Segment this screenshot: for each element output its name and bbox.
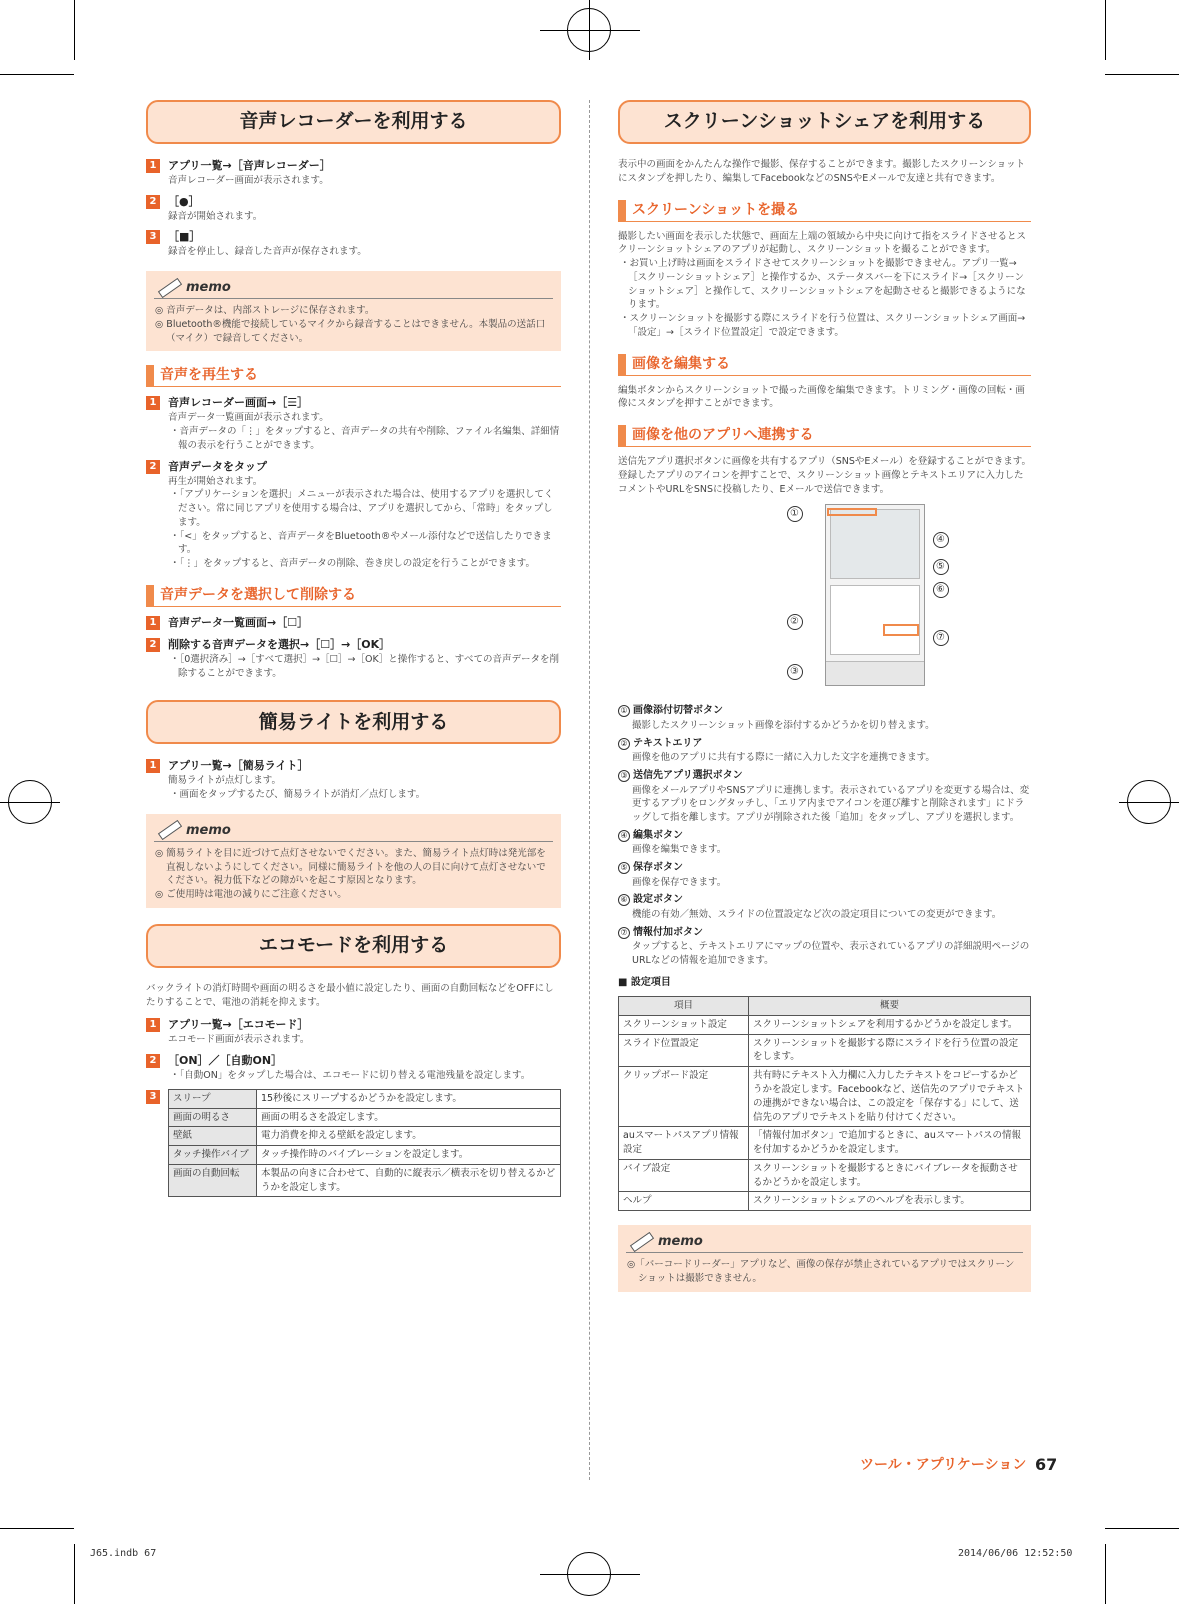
subsection-heading: 音声データを選択して削除する <box>146 585 561 607</box>
legend-title <box>618 926 1031 941</box>
settings-table <box>618 996 1031 1211</box>
step-desc: 音声データ一覧画面が表示されます。 <box>168 412 329 424</box>
paragraph: 編集ボタンからスクリーンショットで撮った画像を編集できます。トリミング・画像の回転・画像にスタンプを押すことができます。 <box>618 384 1025 410</box>
subsection-heading: スクリーンショットを撮る <box>618 200 1031 222</box>
crop-mark <box>0 802 60 803</box>
crop-mark <box>1105 74 1179 75</box>
subsection-heading: 画像を編集する <box>618 354 1031 376</box>
section-heading: 簡易ライトを利用する <box>146 700 561 744</box>
crop-mark <box>74 1544 75 1604</box>
step-number: 2 <box>146 460 160 474</box>
intro-text: 表示中の画面をかんたんな操作で撮影、保存することができます。撮影したスクリーンショットにスタンプを押したり、編集してFacebookなどのSNSやEメールで友達と共有できます。 <box>618 159 1026 184</box>
bullet: ・音声データの「⋮」をタップすると、音声データの共有や削除、ファイル名編集、詳細情報の表示を行うことができます。 <box>170 426 560 451</box>
paragraph: 撮影したい画面を表示した状態で、画面左上端の領域から中央に向けて指をスライドさせるとスクリーンショットシェアのアプリが起動し、スクリーンショットを撮ることができます。 <box>618 230 1027 256</box>
callout-3: ③ <box>787 664 803 680</box>
callout-1: ① <box>787 506 803 522</box>
highlight <box>883 624 919 636</box>
print-slug-right: 2014/06/06 12:52:50 <box>958 1548 1073 1559</box>
legend-title-text: 設定ボタン <box>633 894 683 906</box>
legend-number: ④ <box>618 830 630 842</box>
legend-desc: 画像を編集できます。 <box>632 844 727 856</box>
section-heading: スクリーンショットシェアを利用する <box>618 100 1031 144</box>
table-row <box>619 1034 1031 1067</box>
table-row <box>169 1164 561 1197</box>
memo-heading <box>626 1233 1023 1253</box>
table-cell: 共有時にテキスト入力欄に入力したテキストをコピーするかどうかを設定します。Facebookなど、送信先のアプリでテキストの連携ができない場合は、この設定を「保存する」にして、送信先のアプリでテキストを貼り付けてください。 <box>749 1067 1031 1127</box>
step-title: アプリ一覧→［簡易ライト］ <box>168 759 309 773</box>
step <box>146 194 561 224</box>
step-number: 2 <box>146 638 160 652</box>
legend-item <box>618 704 1031 732</box>
screenshot-figure <box>675 504 975 694</box>
step-title: アプリ一覧→［音声レコーダー］ <box>168 159 331 172</box>
legend-item <box>618 769 1031 825</box>
crop-mark <box>1105 0 1106 60</box>
legend-number: ⑥ <box>618 894 630 906</box>
legend-title <box>618 893 1031 908</box>
table-row <box>619 1192 1031 1211</box>
step-desc: 録音が開始されます。 <box>168 210 263 222</box>
section-heading: エコモードを利用する <box>146 924 561 968</box>
section-heading: 音声レコーダーを利用する <box>146 100 561 144</box>
memo-item: ◎ Bluetooth®機能で接続しているマイクから録音することはできません。本製品の送話口（マイク）で録音してください。 <box>155 318 546 344</box>
step-desc: 簡易ライトが点灯します。 <box>168 775 281 787</box>
legend-item <box>618 893 1031 921</box>
table-cell: 「情報付加ボタン」で追加するときに、auスマートパスの情報を付加するかどうかを設定します。 <box>749 1127 1031 1160</box>
eco-settings-table <box>168 1089 561 1198</box>
callout-5: ⑤ <box>933 559 949 575</box>
legend-item <box>618 926 1031 968</box>
legend-title-text: 送信先アプリ選択ボタン <box>633 770 743 782</box>
paragraph: 送信先アプリ選択ボタンに画像を共有するアプリ（SNSやEメール）を登録することができます。登録したアプリのアイコンを押すことで、スクリーンショット画像とテキストエリアに入力したコメントやURLをSNSに投稿したり、Eメールで送信できます。 <box>618 456 1031 495</box>
step-number: 1 <box>146 616 160 630</box>
crop-mark <box>1105 1544 1106 1604</box>
memo-heading <box>154 279 553 299</box>
table-row <box>169 1146 561 1165</box>
bullet: ・「<」をタップすると、音声データをBluetooth®やメール添付などで送信したりできます。 <box>170 530 552 556</box>
column-divider <box>589 100 590 1480</box>
step <box>146 615 561 631</box>
step-title: ［ON］／［自動ON］ <box>168 1054 283 1068</box>
legend-item <box>618 861 1031 889</box>
step-title: ［●］ <box>168 194 200 208</box>
step-number: 2 <box>146 1054 160 1068</box>
table-cell: スクリーンショット設定 <box>619 1015 749 1034</box>
memo-label: memo <box>186 280 231 296</box>
highlight <box>827 508 877 516</box>
memo-box <box>618 1225 1031 1292</box>
legend-title <box>618 737 1031 752</box>
callout-4: ④ <box>933 532 949 548</box>
table-cell: タッチ操作バイブ <box>169 1146 257 1165</box>
memo-item: ◎ 簡易ライトを目に近づけて点灯させないでください。また、簡易ライト点灯時は発光部を直視しないようにしてください。同様に簡易ライトを他の人の目に向けて点灯させないでください。視力低下などの障がいを起こす原因となります。 <box>155 847 546 887</box>
table-cell: スクリーンショットシェアを利用するかどうかを設定します。 <box>749 1015 1031 1034</box>
legend-desc: 機能の有効／無効、スライドの位置設定など次の設定項目についての変更ができます。 <box>632 908 1002 920</box>
page-number: 67 <box>1035 1455 1058 1474</box>
step-number: 2 <box>146 195 160 209</box>
legend-number: ⑤ <box>618 862 630 874</box>
memo-label: memo <box>658 1234 703 1250</box>
table-row <box>169 1108 561 1127</box>
step-number: 1 <box>146 396 160 410</box>
crop-mark <box>74 0 75 60</box>
table-cell: 壁紙 <box>169 1127 257 1146</box>
table-cell: タッチ操作時のバイブレーションを設定します。 <box>257 1146 561 1165</box>
legend-desc: 画像を保存できます。 <box>632 876 727 888</box>
step <box>146 758 561 801</box>
table-cell: 画面の自動回転 <box>169 1164 257 1197</box>
crop-mark <box>1119 802 1179 803</box>
subsection-heading: 画像を他のアプリへ連携する <box>618 425 1031 447</box>
table-cell: 画面の明るさを設定します。 <box>257 1108 561 1127</box>
crop-mark <box>540 1574 640 1575</box>
memo-heading <box>154 822 553 842</box>
table-cell: 15秒後にスリープするかどうかを設定します。 <box>257 1089 561 1108</box>
print-slug-left: J65.indb 67 <box>90 1548 157 1559</box>
step <box>146 158 561 188</box>
memo-item: ◎ ご使用時は電池の減りにご注意ください。 <box>155 889 347 901</box>
pencil-icon <box>158 277 182 297</box>
table-cell: バイブ設定 <box>619 1159 749 1192</box>
step <box>146 395 561 452</box>
screenshot-thumbnail <box>830 509 920 579</box>
table-header: 項目 <box>619 997 749 1016</box>
bullet: ・「自動ON」をタップした場合は、エコモードに切り替える電池残量を設定します。 <box>170 1070 531 1082</box>
table-row <box>169 1127 561 1146</box>
legend-title-text: 編集ボタン <box>633 829 683 841</box>
memo-item: ◎ 音声データは、内部ストレージに保存されます。 <box>155 305 375 317</box>
memo-item: ◎「バーコードリーダー」アプリなど、画像の保存が禁止されているアプリではスクリーンショットは撮影できません。 <box>627 1259 1015 1284</box>
crop-mark <box>0 74 74 75</box>
legend-desc: 撮影したスクリーンショット画像を添付するかどうかを切り替えます。 <box>632 719 935 731</box>
bullet: ・［0選択済み］→［すべて選択］→［☐］→［OK］と操作すると、すべての音声データを削除することができます。 <box>170 653 560 679</box>
memo-label: memo <box>186 822 231 838</box>
settings-heading: ■ 設定項目 <box>618 976 671 988</box>
step <box>146 637 561 680</box>
legend-title <box>618 861 1031 876</box>
intro-text: バックライトの消灯時間や画面の明るさを最小値に設定したり、画面の自動回転などをOFFにしたりすることで、電池の消耗を抑えます。 <box>146 982 554 1008</box>
memo-box <box>146 814 561 908</box>
legend-item <box>618 829 1031 857</box>
legend-title-text: テキストエリア <box>633 737 703 749</box>
step-number: 3 <box>146 1090 160 1104</box>
memo-box <box>146 271 561 351</box>
step <box>146 1089 561 1198</box>
legend-title <box>618 769 1031 784</box>
step-number: 1 <box>146 759 160 773</box>
table-row <box>619 1127 1031 1160</box>
legend-number: ⑦ <box>618 927 630 939</box>
pencil-icon <box>158 820 182 840</box>
table-cell: スクリーンショットシェアのヘルプを表示します。 <box>749 1192 1031 1211</box>
bullet: ・スクリーンショットを撮影する際にスライドを行う位置は、スクリーンショットシェア画面→「設定」→［スライド位置設定］で設定できます。 <box>620 313 1026 338</box>
step-desc: エコモード画面が表示されます。 <box>168 1034 310 1046</box>
table-row <box>619 1015 1031 1034</box>
pencil-icon <box>630 1231 654 1251</box>
crop-mark <box>0 1528 74 1529</box>
crop-mark <box>589 0 590 60</box>
legend-title <box>618 704 1031 719</box>
table-cell: スクリーンショットを撮影するときにバイブレータを振動させるかどうかを設定します。 <box>749 1159 1031 1192</box>
callout-7: ⑦ <box>933 630 949 646</box>
legend-desc: 画像をメールアプリやSNSアプリに連携します。表示されているアプリを変更する場合は、変更するアプリをロングタッチし、「エリア内までアイコンを運び離すと削除されます」にドラッグして指を離します。アプリが削除された後「追加」をタップし、アプリを選択します。 <box>632 784 1030 824</box>
footer-section-title: ツール・アプリケーション <box>860 1457 1027 1473</box>
table-row <box>619 1159 1031 1192</box>
right-column <box>618 100 1031 1304</box>
table-cell: 画面の明るさ <box>169 1108 257 1127</box>
table-cell: スリープ <box>169 1089 257 1108</box>
legend-desc: 画像を他のアプリに共有する際に一緒に入力した文字を連携できます。 <box>632 752 935 764</box>
legend-title-text: 画像添付切替ボタン <box>633 705 723 717</box>
phone-screen-illustration <box>825 504 925 686</box>
crop-mark <box>1105 1528 1179 1529</box>
legend-number: ② <box>618 738 630 750</box>
bullet: ・「アプリケーションを選択」メニューが表示された場合は、使用するアプリを選択してください。常に同じアプリを使用する場合は、アプリを選択してから、「常時」をタップします。 <box>170 489 554 528</box>
bullet: ・お買い上げ時は画面をスライドさせてスクリーンショットを撮影できません。アプリ一覧→［スクリーンショットシェア］と操作するか、ステータスバーを下にスライド→［スクリーンショットシェア］と操作して、スクリーンショットシェアを起動させると撮影できるようになります。 <box>620 258 1026 311</box>
step-number: 1 <box>146 1018 160 1032</box>
table-row <box>169 1089 561 1108</box>
step-title: 音声レコーダー画面→［☰］ <box>168 396 309 410</box>
table-cell: クリップボード設定 <box>619 1067 749 1127</box>
subsection-heading: 音声を再生する <box>146 365 561 387</box>
table-cell: スライド位置設定 <box>619 1034 749 1067</box>
table-header: 概要 <box>749 997 1031 1016</box>
step <box>146 1053 561 1083</box>
legend-desc: タップすると、テキストエリアにマップの位置や、表示されているアプリの詳細説明ページのURLなどの情報を追加できます。 <box>632 941 1030 966</box>
legend-number: ① <box>618 705 630 717</box>
legend-title-text: 保存ボタン <box>633 862 683 874</box>
step-desc: 録音を停止し、録音した音声が保存されます。 <box>168 246 367 258</box>
step-number: 3 <box>146 230 160 244</box>
step-desc: 再生が開始されます。 <box>168 475 263 487</box>
step-title: 音声データ一覧画面→［☐］ <box>168 615 309 629</box>
legend-title <box>618 829 1031 844</box>
step <box>146 229 561 259</box>
table-cell: スクリーンショットを撮影する際にスライドを行う位置の設定をします。 <box>749 1034 1031 1067</box>
callout-6: ⑥ <box>933 582 949 598</box>
table-cell: auスマートパスアプリ情報設定 <box>619 1127 749 1160</box>
step <box>146 459 561 571</box>
text-area-illustration <box>830 585 920 655</box>
table-cell: 電力消費を抑える壁紙を設定します。 <box>257 1127 561 1146</box>
legend-item <box>618 737 1031 765</box>
step-title: アプリ一覧→［エコモード］ <box>168 1018 309 1032</box>
step <box>146 1017 561 1047</box>
table-cell: ヘルプ <box>619 1192 749 1211</box>
step-number: 1 <box>146 159 160 173</box>
legend-number: ③ <box>618 770 630 782</box>
step-title: 削除する音声データを選択→［☐］→［OK］ <box>168 637 391 651</box>
step-title: 音声データをタップ <box>168 459 267 473</box>
table-row <box>619 1067 1031 1127</box>
left-column <box>146 100 561 1203</box>
callout-2: ② <box>787 614 803 630</box>
crop-mark <box>540 30 640 31</box>
table-cell: 本製品の向きに合わせて、自動的に縦表示／横表示を切り替えるかどうかを設定します。 <box>257 1164 561 1197</box>
table-header-row <box>619 997 1031 1016</box>
legend-title-text: 情報付加ボタン <box>633 926 703 938</box>
app-selector-bar <box>826 661 924 685</box>
step-title: ［■］ <box>168 230 201 244</box>
bullet: ・画面をタップするたび、簡易ライトが消灯／点灯します。 <box>170 789 426 801</box>
bullet: ・「⋮」をタップすると、音声データの削除、巻き戻しの設定を行うことができます。 <box>170 558 535 570</box>
step-desc: 音声レコーダー画面が表示されます。 <box>168 174 329 186</box>
